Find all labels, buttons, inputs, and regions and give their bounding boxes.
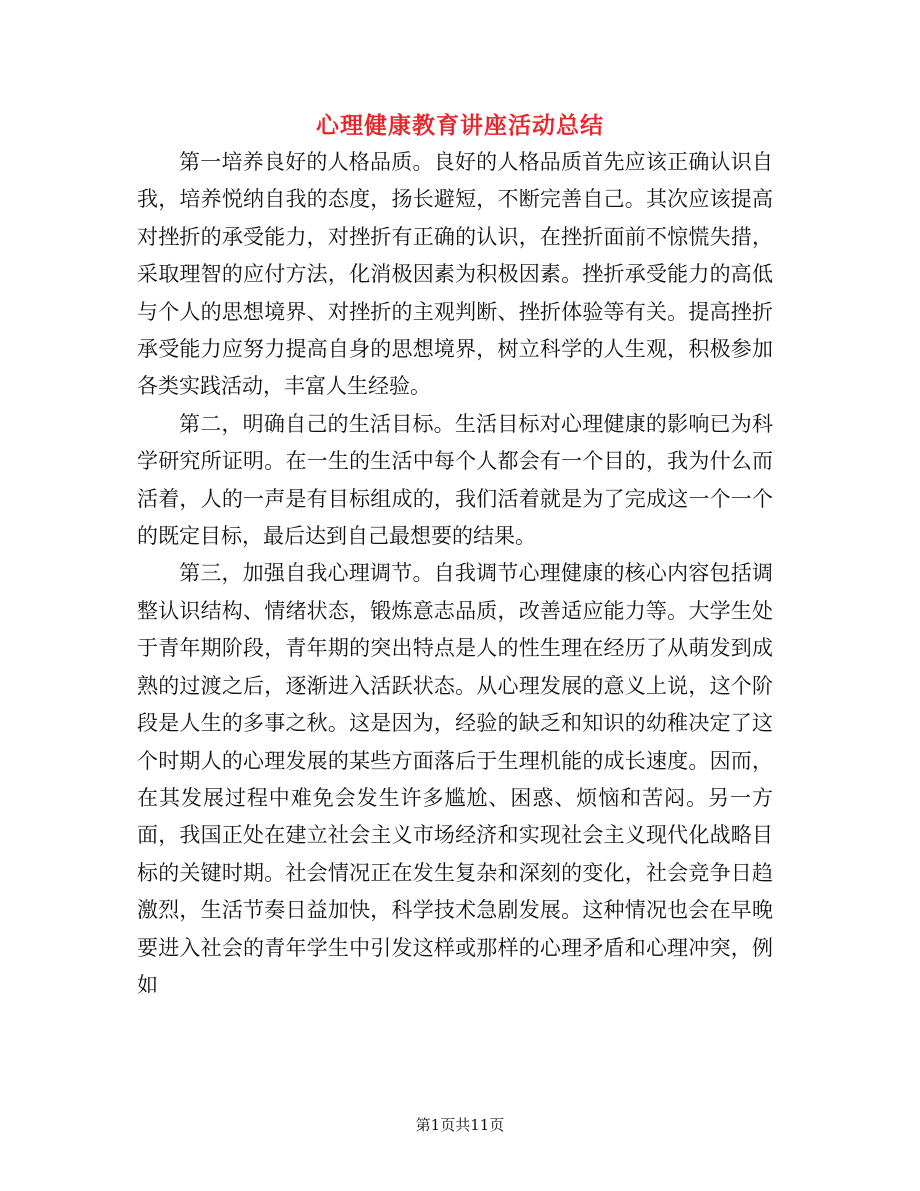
paragraph-2: 第二，明确自己的生活目标。生活目标对心理健康的影响已为科学研究所证明。在一生的生活中每个人都会有一个目的，我为什么而活着，人的一声是有目标组成的，我们活着就是为了完成这一个一个的既定目标，最后达到自己最想要的结果。 bbox=[137, 411, 773, 549]
paragraph-1: 第一培养良好的人格品质。良好的人格品质首先应该正确认识自我，培养悦纳自我的态度，扬长避短，不断完善自己。其次应该提高对挫折的承受能力，对挫折有正确的认识，在挫折面前不惊慌失措，采取理智的应付方法，化消极因素为积极因素。挫折承受能力的高低与个人的思想境界、对挫折的主观判断、挫折体验等有关。提高挫折承受能力应努力提高自身的思想境界，树立科学的人生观，积极参加各类实践活动，丰富人生经验。 bbox=[137, 150, 773, 399]
document-title: 心理健康教育讲座活动总结 bbox=[316, 112, 604, 139]
page-number-footer: 第1页共11页 bbox=[415, 1116, 505, 1134]
document-body bbox=[137, 144, 773, 1004]
paragraph-3: 第三，加强自我心理调节。自我调节心理健康的核心内容包括调整认识结构、情绪状态，锻炼意志品质，改善适应能力等。大学生处于青年期阶段，青年期的突出特点是人的性生理在经历了从萌发到成熟的过渡之后，逐渐进入活跃状态。从心理发展的意义上说，这个阶段是人生的多事之秋。这是因为，经验的缺乏和知识的幼稚决定了这个时期人的心理发展的某些方面落后于生理机能的成长速度。因而，在其发展过程中难免会发生许多尴尬、困惑、烦恼和苦闷。另一方面，我国正处在建立社会主义市场经济和实现社会主义现代化战略目标的关键时期。社会情况正在发生复杂和深刻的变化，社会竞争日趋激烈，生活节奏日益加快，科学技术急剧发展。这种情况也会在早晚要进入社会的青年学生中引发这样或那样的心理矛盾和心理冲突，例如 bbox=[137, 561, 773, 997]
